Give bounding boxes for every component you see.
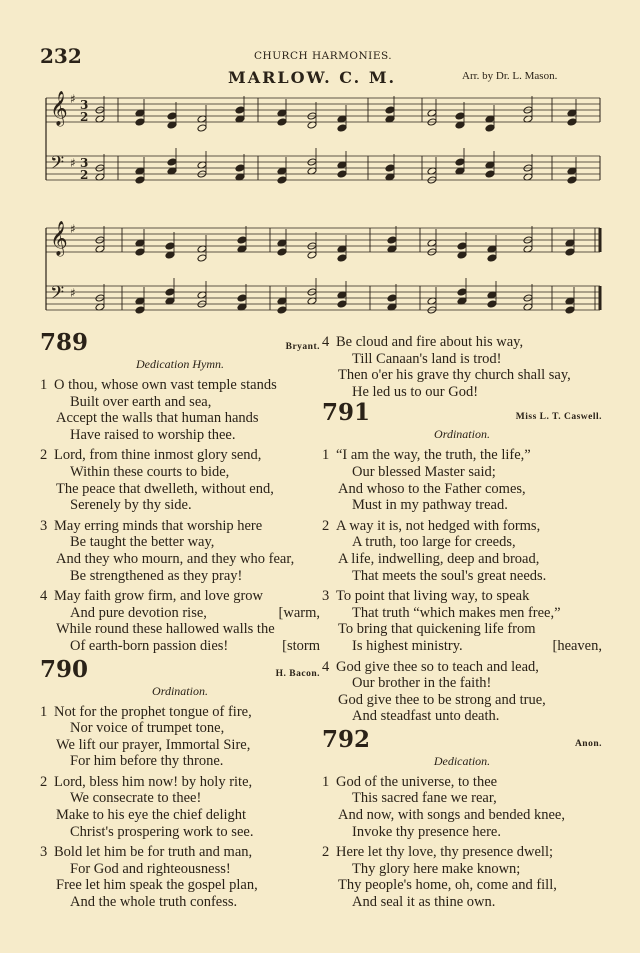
note-head: [277, 306, 287, 314]
stanza-number: 2: [322, 517, 330, 534]
stanza: [40, 447, 320, 513]
hymn-occasion: Dedication.: [433, 753, 491, 768]
note-head: [197, 254, 207, 262]
hymn-occasion: Ordination.: [152, 683, 208, 698]
verse-line: [40, 605, 320, 622]
verse-text: A life, indwelling, deep and broad,: [338, 550, 540, 567]
note-head: [567, 176, 577, 184]
note-head: [237, 294, 247, 302]
verse-text: Free let him speak the gospel plan,: [56, 877, 258, 894]
stanza: [40, 518, 320, 584]
verse-text: May faith grow firm, and love grow: [54, 588, 263, 605]
tune-title: MARLOW. C. M.: [228, 68, 397, 87]
note-head: [135, 176, 145, 184]
treble-clef-icon: 𝄞: [50, 91, 68, 126]
verse-text: That meets the soul's great needs.: [352, 567, 547, 584]
note-head: [487, 300, 497, 308]
verse-line: [322, 334, 602, 351]
verse-line: [322, 659, 602, 676]
verse-line: [322, 464, 602, 481]
note-head: [167, 112, 177, 120]
verse-text: To bring that quickening life from: [338, 621, 536, 638]
verse-text: We consecrate to thee!: [70, 790, 202, 807]
verse-line: [322, 351, 602, 368]
verse-text: Thy glory here make known;: [352, 860, 521, 877]
stanza-number: 1: [40, 703, 48, 720]
verse-line: [40, 568, 320, 585]
stanza-number: 2: [40, 447, 48, 464]
hymn-author: H. Bacon.: [275, 668, 320, 679]
verse-text: Christ's prospering work to see.: [70, 823, 254, 840]
time-signature-bottom: 2: [80, 168, 89, 182]
stanza: [322, 334, 602, 400]
verse-line: [322, 534, 602, 551]
verse-line: [322, 807, 602, 824]
verse-line: [322, 551, 602, 568]
stanza-number: 3: [322, 588, 330, 605]
verse-text: We lift our prayer, Immortal Sire,: [56, 736, 251, 753]
note-head: [385, 164, 395, 172]
verse-text: Our blessed Master said;: [352, 463, 496, 480]
stanza-number: 3: [40, 844, 48, 861]
verse-text: Must in my pathway tread.: [352, 497, 508, 514]
verse-text: And now, with songs and bended knee,: [338, 807, 565, 824]
verse-text: Be strengthened as they pray!: [70, 567, 243, 584]
verse-line: [40, 621, 320, 638]
note-head: [237, 236, 247, 244]
verse-text: A truth, too large for creeds,: [352, 534, 516, 551]
verse-text: Have raised to worship thee.: [70, 426, 236, 443]
hymn-header: [40, 330, 320, 356]
verse-text: He led us to our God!: [352, 383, 479, 400]
verse-text: Nor voice of trumpet tone,: [70, 720, 225, 737]
verse-text: God of the universe, to thee: [336, 773, 498, 790]
note-head: [197, 124, 207, 132]
hymn: [40, 330, 320, 655]
stanza: [40, 377, 320, 443]
hymn-header: [322, 727, 602, 753]
note-head: [165, 242, 175, 250]
stanza: [322, 659, 602, 725]
bass-clef-icon: 𝄢: [50, 153, 65, 178]
stanza: [322, 447, 602, 513]
verse-text: Be taught the better way,: [70, 534, 215, 551]
verse-text: Lord, bless him now! by holy rite,: [54, 773, 253, 790]
hymn-number: 789: [40, 329, 89, 356]
verse-line: [40, 518, 320, 535]
sharp-icon: ♯: [70, 286, 76, 300]
sharp-icon: ♯: [70, 156, 76, 170]
verse-line: [40, 551, 320, 568]
right-column: [322, 330, 602, 913]
stanza: [40, 844, 320, 910]
verse-line: [322, 447, 602, 464]
note-head: [235, 106, 245, 114]
verse-text: Accept the walls that human hands: [56, 410, 259, 427]
verse-line: [40, 774, 320, 791]
verse-text: Of earth-born passion dies!: [70, 637, 229, 654]
verse-text: Invoke thy presence here.: [352, 823, 501, 840]
hymn: [322, 400, 602, 725]
verse-line: [40, 807, 320, 824]
verse-text: A way it is, not hedged with forms,: [336, 517, 541, 534]
verse-text: The peace that dwelleth, without end,: [56, 480, 274, 497]
verse-line: [322, 588, 602, 605]
tune-arranger: Arr. by Dr. L. Mason.: [462, 70, 558, 82]
verse-text: Make to his eye the chief delight: [56, 807, 247, 824]
sharp-icon: ♯: [70, 92, 76, 106]
verse-text: While round these hallowed walls the: [56, 621, 275, 638]
note-head: [385, 106, 395, 114]
verse-line: [40, 704, 320, 721]
verse-text: Bold let him be for truth and man,: [54, 844, 253, 861]
verse-line: [40, 427, 320, 444]
note-head: [567, 118, 577, 126]
verse-line: [322, 518, 602, 535]
note-head: [485, 170, 495, 178]
verse-text: This sacred fane we rear,: [352, 790, 497, 807]
verse-line: [40, 790, 320, 807]
stanza-number: 3: [40, 517, 48, 534]
verse-line: [322, 605, 602, 622]
page-number: 232: [40, 44, 82, 68]
note-head: [387, 236, 397, 244]
verse-line: [322, 675, 602, 692]
verse-text: God give thee so to teach and lead,: [336, 658, 539, 675]
verse-text: Our brother in the faith!: [352, 675, 492, 692]
verse-line: [40, 844, 320, 861]
left-column: [40, 330, 320, 913]
verse-line: [40, 894, 320, 911]
note-head: [135, 248, 145, 256]
hymn: [322, 727, 602, 911]
sharp-icon: ♯: [70, 222, 76, 236]
verse-line: [40, 410, 320, 427]
verse-text: “I am the way, the truth, the life,”: [336, 447, 531, 464]
hymn-number: 792: [322, 725, 371, 753]
verse-line: [40, 447, 320, 464]
verse-text: Thy people's home, oh, come and fill,: [338, 877, 557, 894]
verse-text: O thou, whose own vast temple stands: [54, 377, 277, 393]
note-head: [165, 288, 175, 296]
note-head: [235, 164, 245, 172]
verse-text: To point that living way, to speak: [336, 588, 530, 605]
note-head: [167, 158, 177, 166]
note-head: [455, 158, 465, 166]
verse-line: [322, 861, 602, 878]
verse-line: [40, 481, 320, 498]
verse-line: [322, 894, 602, 911]
verse-line: [322, 497, 602, 514]
hymn-number: 791: [322, 399, 371, 427]
stanza: [322, 844, 602, 910]
verse-text: May erring minds that worship here: [54, 517, 263, 534]
note-head: [277, 248, 287, 256]
verse-line: [40, 534, 320, 551]
verse-text: And the whole truth confess.: [70, 894, 238, 911]
note-head: [457, 242, 467, 250]
time-signature-top: 3: [80, 156, 89, 170]
verse-line: [40, 497, 320, 514]
verse-text: Not for the prophet tongue of fire,: [54, 703, 252, 720]
note-head: [565, 248, 575, 256]
verse-line: [322, 384, 602, 401]
turnover-word: [storm: [282, 637, 320, 654]
stanza-number: 4: [40, 588, 48, 605]
hymn-author: Anon.: [574, 738, 602, 749]
music-score: [0, 0, 640, 330]
note-head: [337, 254, 347, 262]
verse-line: [322, 877, 602, 894]
stanza-number: 2: [322, 844, 330, 861]
verse-text: For God and righteousness!: [70, 860, 231, 877]
verse-line: [322, 638, 602, 655]
verse-text: And pure devotion rise,: [70, 604, 207, 621]
treble-clef-icon: 𝄞: [50, 221, 68, 256]
hymn-occasion: Ordination.: [434, 427, 490, 442]
verse-line: [322, 621, 602, 638]
verse-text: And steadfast unto death.: [352, 708, 500, 725]
verse-line: [322, 790, 602, 807]
hymn: [40, 657, 320, 911]
hymn-header: [322, 400, 602, 426]
verse-text: And they who mourn, and they who fear,: [56, 550, 295, 567]
hymn-occasion: Dedication Hymn.: [136, 357, 224, 371]
verse-line: [322, 692, 602, 709]
verse-line: [322, 568, 602, 585]
note-head: [565, 306, 575, 314]
verse-line: [40, 824, 320, 841]
verse-line: [322, 824, 602, 841]
hymn-author: Bryant.: [285, 342, 320, 352]
verse-text: Be cloud and fire about his way,: [336, 334, 524, 350]
stanza-number: 4: [322, 334, 330, 350]
stanza-number: 1: [322, 447, 330, 464]
verse-line: [40, 588, 320, 605]
note-head: [277, 176, 287, 184]
verse-text: God give thee to be strong and true,: [338, 691, 546, 708]
verse-line: [40, 720, 320, 737]
verse-text: That truth “which makes men free,”: [352, 604, 561, 621]
verse-line: [322, 708, 602, 725]
verse-text: And seal it as thine own.: [352, 894, 496, 911]
verse-text: Then o'er his grave thy church shall say,: [338, 367, 571, 384]
stanza: [40, 588, 320, 654]
stanza: [40, 774, 320, 840]
running-head: CHURCH HARMONIES.: [254, 50, 393, 62]
verse-line: [40, 394, 320, 411]
verse-text: Lord, from thine inmost glory send,: [54, 447, 262, 464]
verse-line: [322, 844, 602, 861]
verse-text: And whoso to the Father comes,: [338, 480, 526, 497]
note-head: [337, 170, 347, 178]
stanza-number: 2: [40, 773, 48, 790]
turnover-word: [warm,: [278, 604, 320, 621]
verse-line: [40, 377, 320, 394]
verse-text: Is highest ministry.: [352, 637, 463, 654]
note-head: [387, 294, 397, 302]
verse-text: Within these courts to bide,: [70, 463, 230, 480]
verse-text: Serenely by thy side.: [70, 497, 192, 514]
stanza: [40, 704, 320, 770]
note-head: [135, 306, 145, 314]
stanza-number: 4: [322, 658, 330, 675]
bass-clef-icon: 𝄢: [50, 283, 65, 308]
note-head: [457, 288, 467, 296]
stanza: [322, 774, 602, 840]
note-head: [337, 300, 347, 308]
time-signature-bottom: 2: [80, 110, 89, 124]
verse-text: Here let thy love, thy presence dwell;: [336, 844, 554, 861]
note-head: [135, 118, 145, 126]
note-head: [485, 124, 495, 132]
verse-line: [322, 367, 602, 384]
note-head: [337, 124, 347, 132]
verse-line: [322, 774, 602, 791]
hymn-header: [40, 657, 320, 683]
verse-line: [40, 877, 320, 894]
verse-text: For him before thy throne.: [70, 753, 224, 770]
verse-line: [40, 861, 320, 878]
note-head: [455, 112, 465, 120]
stanza-number: 1: [40, 377, 48, 393]
turnover-word: [heaven,: [552, 637, 602, 654]
note-head: [487, 254, 497, 262]
time-signature-top: 3: [80, 98, 89, 112]
hymn-number: 790: [40, 655, 89, 683]
verse-line: [322, 481, 602, 498]
verse-line: [40, 737, 320, 754]
verse-text: Built over earth and sea,: [70, 393, 212, 410]
note-head: [277, 118, 287, 126]
verse-line: [40, 638, 320, 655]
hymn-author: Miss L. T. Caswell.: [515, 412, 602, 423]
stanza-number: 1: [322, 773, 330, 790]
verse-text: Till Canaan's land is trod!: [352, 350, 502, 367]
stanza: [322, 588, 602, 654]
verse-line: [40, 464, 320, 481]
stanza: [322, 518, 602, 584]
verse-line: [40, 753, 320, 770]
